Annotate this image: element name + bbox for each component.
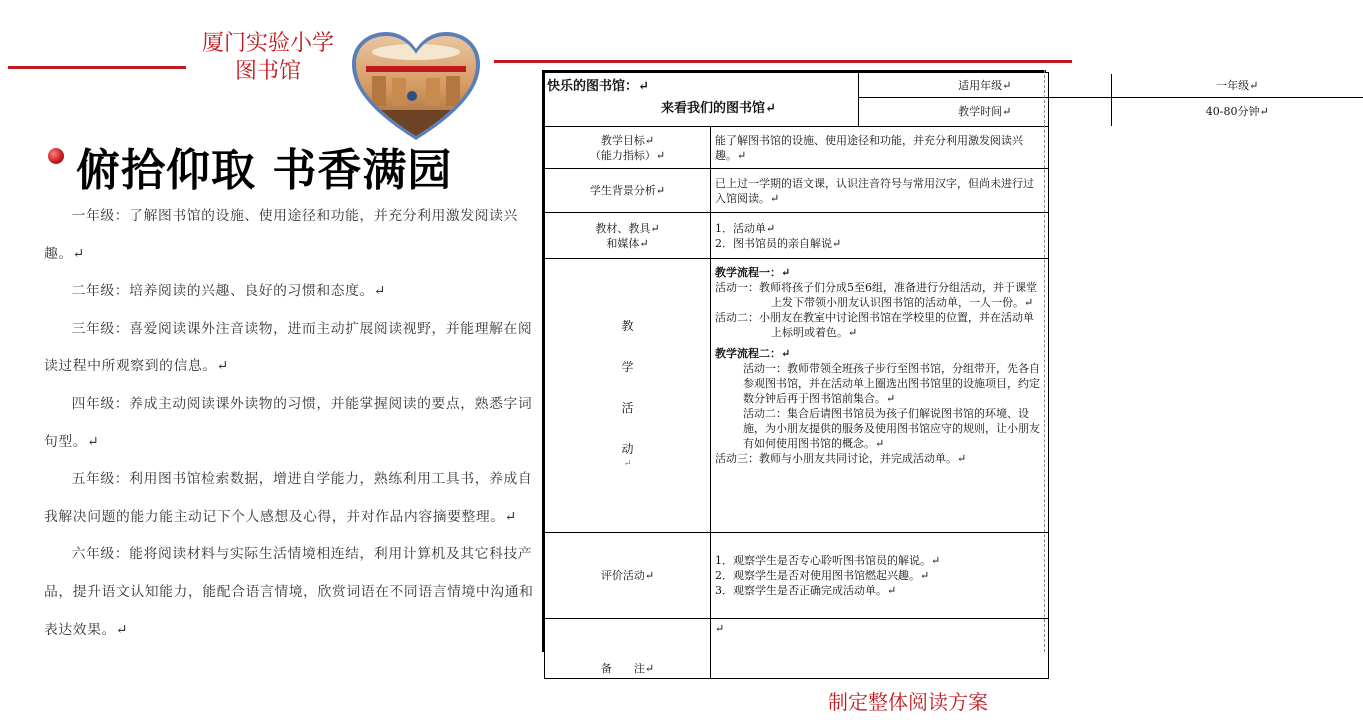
objective-label-1: 教学目标↵ — [600, 133, 655, 147]
remark-text: ↵ — [711, 619, 1049, 679]
footer-caption: 制定整体阅读方案 — [828, 690, 988, 714]
materials-item-1: 1．活动单↵ — [715, 221, 776, 235]
document-right-edge — [1044, 70, 1046, 652]
section-title: 俯拾仰取 书香满园 — [76, 145, 453, 196]
grade-label: 适用年级↵ — [859, 74, 1111, 98]
header-rule-right — [494, 60, 1072, 63]
title-bullet-icon — [48, 148, 64, 164]
grade-time-table — [859, 74, 1363, 126]
activity-row — [545, 259, 1049, 533]
process-1-activity-2: 活动二：小朋友在教室中讨论图书馆在学校里的位置，并在活动单上标明或着色。↵ — [715, 311, 1034, 339]
time-value: 40-80分钟↵ — [1111, 98, 1363, 126]
remark-label: 备 注↵ — [545, 619, 711, 679]
activity-return-mark: ↵ — [623, 459, 632, 469]
background-text: 已上过一学期的语文课，认识注音符号与常用汉字，但尚未进行过入馆阅读。↵ — [711, 169, 1049, 213]
school-name — [186, 30, 350, 86]
process-1-title: 教学流程一：↵ — [715, 266, 791, 279]
process-2-activity-2: 活动二：集合后请图书馆员为孩子们解说图书馆的环境、设施，为小朋友提供的服务及使用图书馆应守的规则，让小朋友有如何使用图书馆的概念。↵ — [743, 407, 1040, 450]
materials-label-2: 和媒体↵ — [606, 236, 649, 250]
grade-value: 一年级↵ — [1111, 74, 1363, 98]
evaluation-row — [545, 533, 1049, 619]
objective-label-2: （能力指标）↵ — [589, 148, 666, 162]
objective-row — [545, 127, 1049, 169]
grade-goal-5: 五年级：利用图书馆检索数据，增进自学能力，熟练利用工具书，养成自我解决问题的能力能主动记下个人感想及心得，并对作品内容摘要整理。↵ — [44, 471, 533, 525]
evaluation-item-3: 3．观察学生是否正确完成活动单。↵ — [715, 584, 897, 597]
evaluation-item-2: 2．观察学生是否对使用图书馆燃起兴趣。↵ — [715, 569, 930, 582]
remark-row — [545, 619, 1049, 679]
activity-char-1: 教 — [621, 319, 634, 333]
objective-text: 能了解图书馆的设施、使用途径和功能，并充分利用激发阅读兴趣。↵ — [711, 127, 1049, 169]
header-row — [545, 73, 1049, 127]
school-name-line2: 图书馆 — [234, 59, 301, 84]
activity-char-4: 动 — [621, 442, 634, 456]
grade-goal-6: 六年级：能将阅读材料与实际生活情境相连结，利用计算机及其它科技产品，提升语文认知能力，能配合语言情境，欣赏词语在不同语言情境中沟通和表达效果。↵ — [44, 546, 534, 638]
process-2-activity-3: 活动三：教师与小朋友共同讨论，并完成活动单。↵ — [715, 452, 967, 465]
grade-goals-text — [44, 198, 534, 649]
process-1-activity-1: 活动一：教师将孩子们分成5至6组，准备进行分组活动，并于课堂上发下带领小朋友认识图书馆的活动单，一人一份。↵ — [715, 281, 1037, 309]
background-row — [545, 169, 1049, 213]
background-label: 学生背景分析↵ — [545, 169, 711, 213]
grade-goal-4: 四年级：养成主动阅读课外读物的习惯，并能掌握阅读的要点，熟悉字词句型。↵ — [44, 395, 533, 450]
evaluation-label: 评价活动↵ — [545, 533, 711, 619]
school-name-line1: 厦门实验小学 — [201, 31, 334, 56]
process-2-title: 教学流程二：↵ — [715, 347, 791, 360]
lesson-title-line1: 快乐的图书馆：↵ — [547, 78, 649, 94]
materials-row — [545, 213, 1049, 259]
lesson-title-line2: 来看我们的图书馆↵ — [661, 100, 776, 116]
process-2-activity-1: 活动一：教师带领全班孩子步行至图书馆，分组带开，先各自参观图书馆，并在活动单上圈选出图书馆里的设施项目，约定数分钟后再于图书馆前集合。↵ — [743, 362, 1040, 405]
time-label: 教学时间↵ — [859, 98, 1111, 126]
activity-char-3: 活 — [621, 401, 634, 415]
lesson-title — [545, 75, 858, 125]
lesson-plan-document — [542, 70, 1269, 675]
header-rule-left — [8, 66, 186, 69]
activity-label — [549, 319, 706, 457]
materials-label-1: 教材、教具↵ — [595, 221, 660, 235]
grade-goal-2: 二年级：培养阅读的兴趣、良好的习惯和态度。↵ — [71, 283, 387, 300]
activity-char-2: 学 — [621, 360, 634, 374]
lesson-plan-table — [544, 72, 1269, 679]
materials-item-2: 2．图书馆员的亲自解说↵ — [715, 236, 842, 250]
heart-library-photo-icon — [352, 32, 480, 142]
grade-goal-1: 一年级：了解图书馆的设施、使用途径和功能，并充分利用激发阅读兴趣。↵ — [44, 208, 518, 262]
evaluation-item-1: 1．观察学生是否专心聆听图书馆员的解说。↵ — [715, 554, 941, 567]
grade-goal-3: 三年级：喜爱阅读课外注音读物，进而主动扩展阅读视野，并能理解在阅读过程中所观察到的信息。↵ — [44, 320, 533, 375]
